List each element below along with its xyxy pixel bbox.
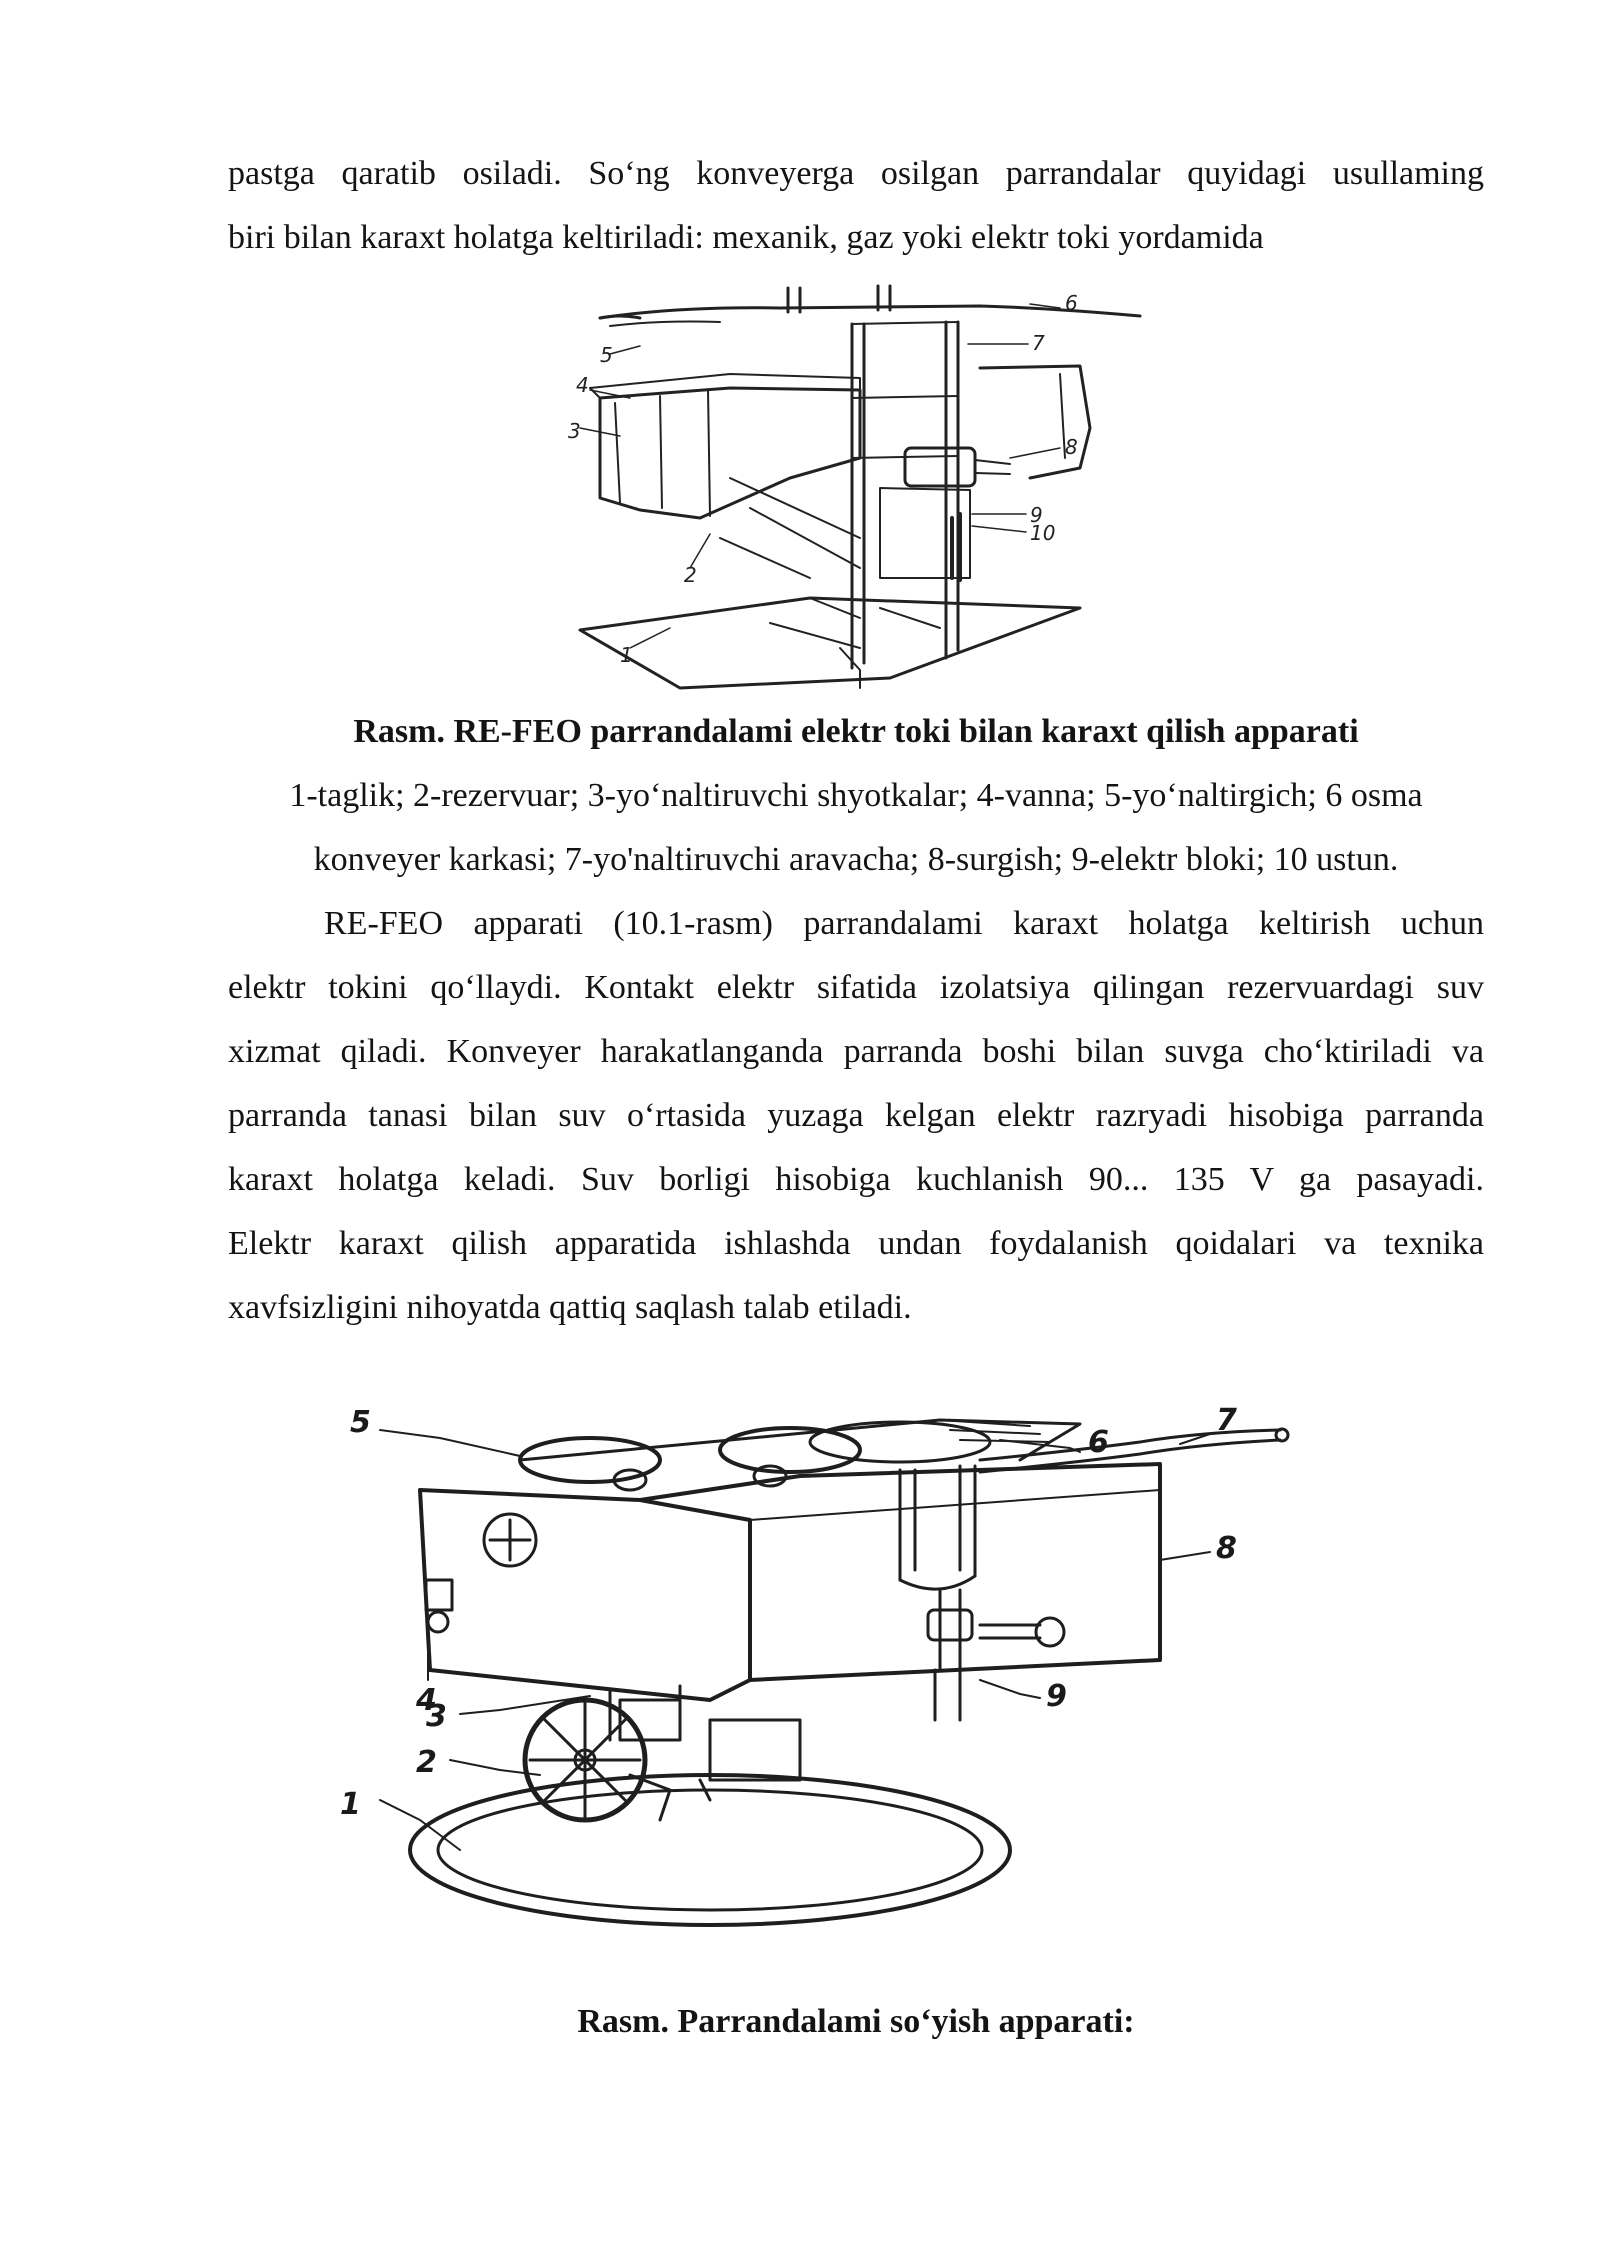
paragraph-line: RE-FEO apparati (10.1-rasm) parrandalami karaxt holatga keltirish uchun [324,905,1484,942]
paragraph-line: biri bilan karaxt holatga keltiriladi: mexanik, gaz yoki elektr toki yordamida [228,219,1264,256]
figure1-label: 5 [600,343,613,367]
figure1-label: 7 [1032,331,1045,355]
figure2-label: 2 [416,1745,437,1780]
figure2-label: 1 [340,1787,361,1822]
figure2-label: 5 [350,1405,371,1440]
figure1-label: 1 [620,643,633,667]
figure1-label: 10 [1030,521,1056,545]
figure2-caption-title: Rasm. Parrandalami so‘yish apparati: [577,2003,1135,2040]
paragraph-line: xizmat qiladi. Konveyer harakatlanganda parranda boshi bilan suvga cho‘ktiriladi va [228,1033,1484,1070]
figure1-label: 2 [684,563,697,587]
figure-slaughter-apparatus [340,1380,1300,1960]
paragraph-line: parranda tanasi bilan suv o‘rtasida yuzaga kelgan elektr razryadi hisobiga parranda [228,1097,1484,1134]
paragraph-line: xavfsizligini nihoyatda qattiq saqlash talab etiladi. [228,1289,912,1326]
figure-stunning-apparatus [560,278,1180,698]
figure2-label: 9 [1046,1679,1067,1714]
paragraph-description [228,892,1484,1340]
paragraph-line: Elektr karaxt qilish apparatida ishlashda undan foydalanish qoidalari va texnika [228,1225,1484,1262]
figure1-label: 9 [1030,503,1043,527]
figure1-label: 3 [568,419,581,443]
paragraph-line: karaxt holatga keladi. Suv borligi hisobiga kuchlanish 90... 135 V ga pasayadi. [228,1161,1484,1198]
figure1-label: 4 [576,373,589,397]
figure2-label: 3 [426,1699,447,1734]
figure2-label: 4 [416,1683,437,1718]
figure2-label: 8 [1216,1531,1237,1566]
figure1-legend-line: konveyer karkasi; 7-yo'naltiruvchi aravacha; 8-surgish; 9-elektr bloki; 10 ustun. [313,841,1399,878]
figure2-label: 6 [1088,1425,1109,1460]
paragraph-line: elektr tokini qo‘llaydi. Kontakt elektr sifatida izolatsiya qilingan rezervuardagi suv [228,969,1484,1006]
figure1-label: 6 [1065,291,1078,315]
figure1-caption-title: Rasm. RE-FEO parrandalami elektr toki bilan karaxt qilish apparati [353,713,1359,750]
figure2-label: 7 [1216,1403,1237,1438]
paragraph-intro [228,142,1484,270]
figure1-legend-line: 1-taglik; 2-rezervuar; 3-yo‘naltiruvchi shyotkalar; 4-vanna; 5-yo‘naltirgich; 6 osma [289,777,1423,814]
figure1-label: 8 [1065,435,1078,459]
paragraph-line: pastga qaratib osiladi. So‘ng konveyerga osilgan parrandalar quyidagi usullaming [228,155,1484,192]
